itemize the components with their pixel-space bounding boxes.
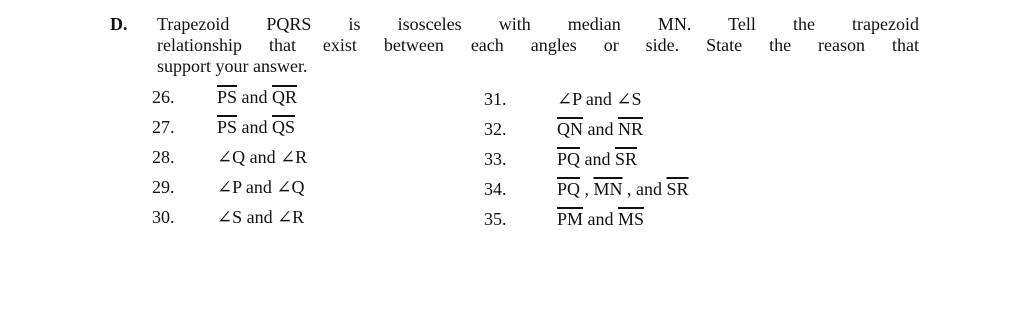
question-number: 31. — [484, 89, 507, 109]
segment-label: $\overline{MN}$ — [593, 179, 623, 199]
question-text: ∠P and ∠Q — [217, 177, 305, 197]
question-31 — [0, 88, 1011, 112]
question-text — [557, 208, 644, 230]
question-35 — [0, 208, 1011, 232]
question-text — [557, 178, 689, 200]
question-number: 30. — [152, 207, 175, 227]
segment-label: $\overline{MS}$ — [618, 209, 645, 229]
question-text: ∠S and ∠R — [217, 207, 305, 227]
segment-label: $\overline{NR}$ — [618, 119, 644, 139]
connector-text: and — [237, 87, 273, 107]
section-letter: D. — [110, 14, 128, 34]
instruction-line-2: relationship that exist between each angles or side. State the reason that — [157, 35, 919, 55]
question-number: 27. — [152, 117, 175, 137]
segment-label: $\overline{PQ}$ — [557, 179, 581, 199]
segment-label: $\overline{SR}$ — [615, 149, 638, 169]
connector-text: and — [580, 149, 616, 169]
segment-label: $\overline{SR}$ — [666, 179, 689, 199]
question-number: 29. — [152, 177, 175, 197]
connector-text: and — [237, 117, 273, 137]
segment-label: $\overline{PS}$ — [217, 87, 238, 107]
question-34 — [0, 178, 1011, 202]
question-number: 35. — [484, 209, 507, 229]
question-number: 28. — [152, 147, 175, 167]
segment-label: $\overline{PQ}$ — [557, 149, 581, 169]
instructions — [157, 14, 919, 77]
connector-text: , — [580, 179, 594, 199]
question-text — [557, 148, 637, 170]
instruction-line-3: support your answer. — [157, 56, 308, 76]
question-text: ∠P and ∠S — [557, 89, 642, 109]
segment-label: $\overline{PM}$ — [557, 209, 584, 229]
segment-label: $\overline{QS}$ — [272, 117, 296, 137]
connector-text: and — [583, 209, 619, 229]
segment-label: $\overline{QR}$ — [272, 87, 298, 107]
question-number: 26. — [152, 87, 175, 107]
connector-text: , and — [622, 179, 667, 199]
instruction-line-1: Trapezoid PQRS is isosceles with median MN. Tell the trapezoid — [157, 14, 919, 34]
segment-label: $\overline{PS}$ — [217, 117, 238, 137]
question-text: ∠Q and ∠R — [217, 147, 308, 167]
question-32 — [0, 118, 1011, 142]
question-number: 32. — [484, 119, 507, 139]
question-number: 33. — [484, 149, 507, 169]
connector-text: and — [583, 119, 618, 139]
question-33 — [0, 148, 1011, 172]
segment-label: $\overline{QN}$ — [557, 119, 583, 139]
question-number: 34. — [484, 179, 507, 199]
question-text — [557, 118, 643, 140]
